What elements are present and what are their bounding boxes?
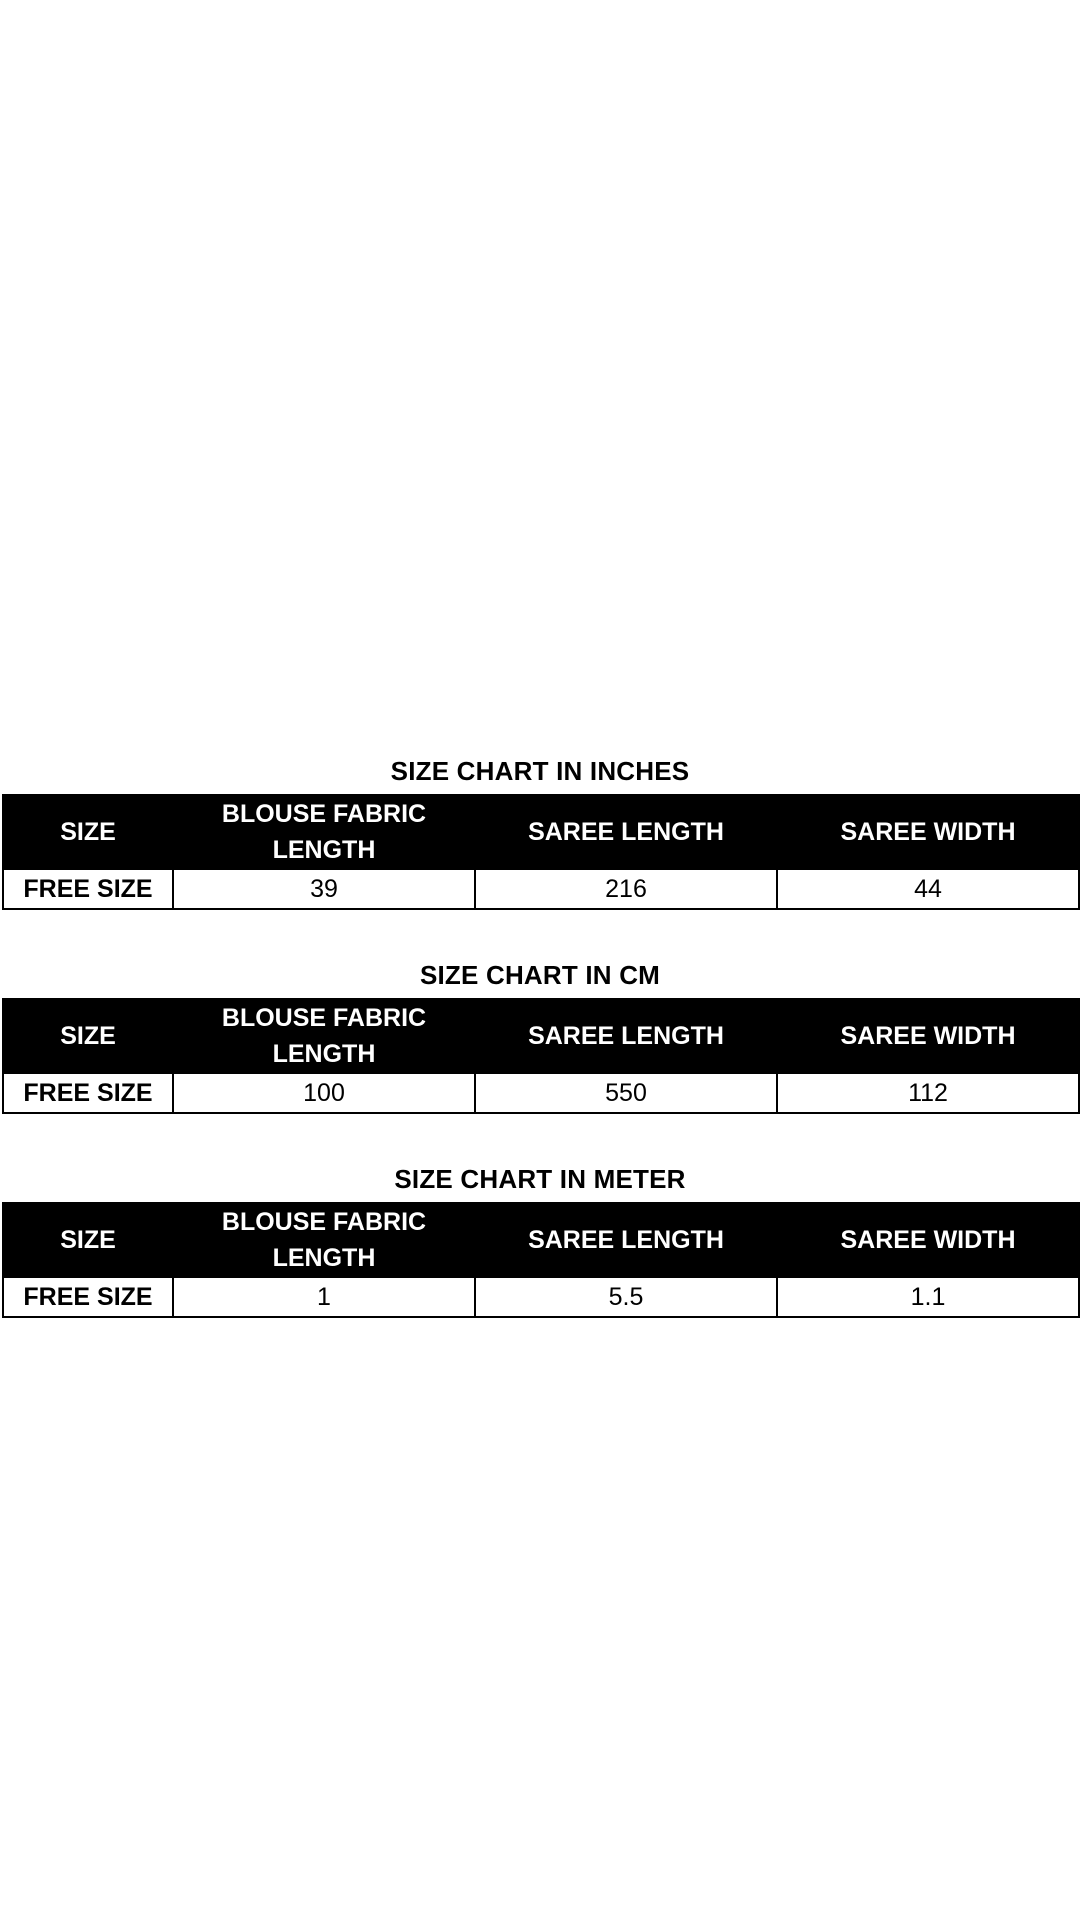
- table-header-row: [3, 1203, 1079, 1277]
- column-header-size: SIZE: [3, 999, 173, 1073]
- column-header-saree-length: SAREE LENGTH: [475, 795, 777, 869]
- cell-saree-width: 112: [777, 1073, 1079, 1113]
- cell-blouse-fabric-length: 100: [173, 1073, 475, 1113]
- cell-blouse-fabric-length: 39: [173, 869, 475, 909]
- size-chart-meter: [0, 1164, 1080, 1318]
- cell-saree-width: 1.1: [777, 1277, 1079, 1317]
- cell-size: FREE SIZE: [3, 1277, 173, 1317]
- cell-saree-length: 216: [475, 869, 777, 909]
- chart-title-meter: SIZE CHART IN METER: [394, 1164, 686, 1194]
- table-row: [3, 869, 1079, 909]
- size-table-inches: [2, 794, 1080, 910]
- column-header-saree-width: SAREE WIDTH: [777, 1203, 1079, 1277]
- size-chart-cm: [0, 960, 1080, 1114]
- column-header-size: SIZE: [3, 1203, 173, 1277]
- table-row: [3, 1277, 1079, 1317]
- column-header-blouse-fabric-length: BLOUSE FABRIC LENGTH: [173, 1203, 475, 1277]
- chart-title-inches: SIZE CHART IN INCHES: [390, 756, 690, 786]
- column-header-blouse-fabric-length: BLOUSE FABRIC LENGTH: [173, 999, 475, 1073]
- column-header-saree-width: SAREE WIDTH: [777, 999, 1079, 1073]
- cell-size: FREE SIZE: [3, 869, 173, 909]
- table-header-row: [3, 999, 1079, 1073]
- size-table-cm: [2, 998, 1080, 1114]
- column-header-size: SIZE: [3, 795, 173, 869]
- column-header-saree-length: SAREE LENGTH: [475, 999, 777, 1073]
- table-header-row: [3, 795, 1079, 869]
- size-charts-container: [0, 756, 1080, 1368]
- size-chart-inches: [0, 756, 1080, 910]
- cell-saree-length: 5.5: [475, 1277, 777, 1317]
- column-header-saree-width: SAREE WIDTH: [777, 795, 1079, 869]
- size-table-meter: [2, 1202, 1080, 1318]
- cell-blouse-fabric-length: 1: [173, 1277, 475, 1317]
- cell-saree-width: 44: [777, 869, 1079, 909]
- column-header-saree-length: SAREE LENGTH: [475, 1203, 777, 1277]
- table-row: [3, 1073, 1079, 1113]
- chart-title-cm: SIZE CHART IN CM: [419, 960, 661, 990]
- column-header-blouse-fabric-length: BLOUSE FABRIC LENGTH: [173, 795, 475, 869]
- cell-size: FREE SIZE: [3, 1073, 173, 1113]
- cell-saree-length: 550: [475, 1073, 777, 1113]
